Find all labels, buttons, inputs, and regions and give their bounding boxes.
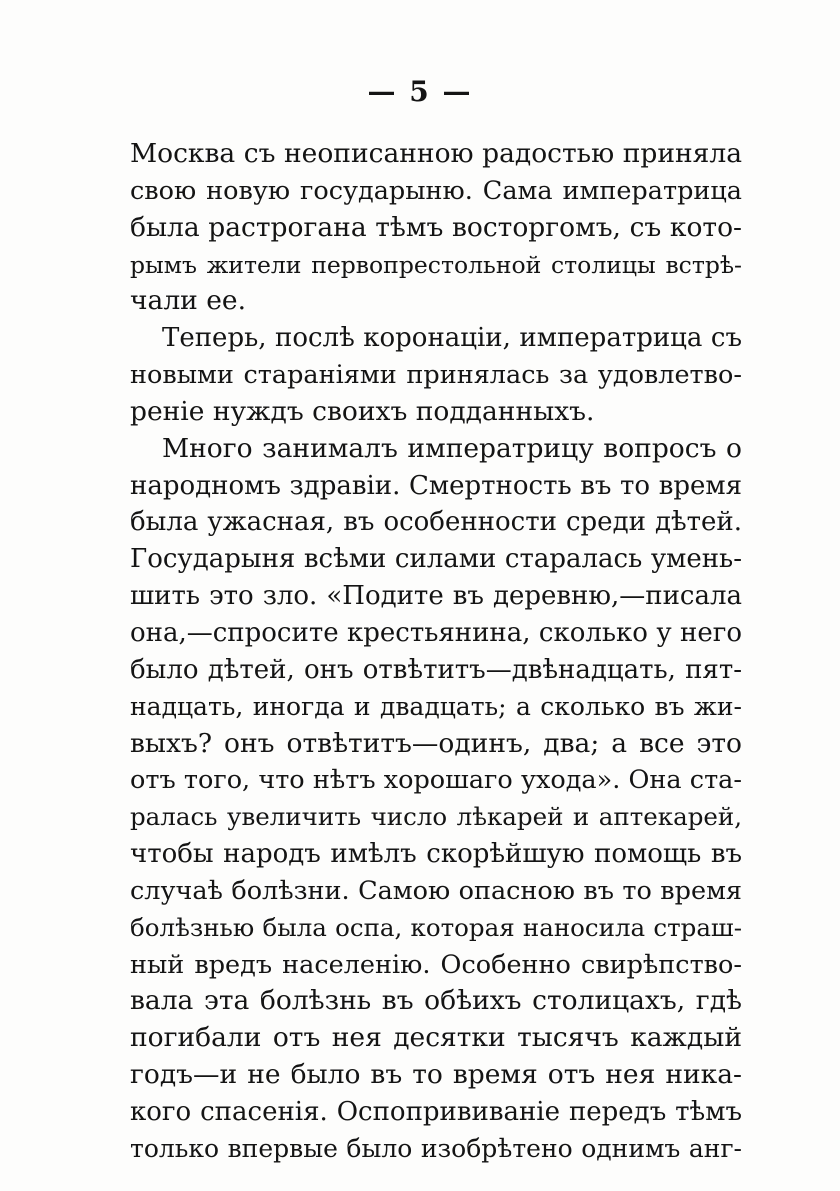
- text-line: реніе нуждъ своихъ подданныхъ.: [130, 395, 595, 427]
- text-line: чали ее.: [130, 285, 247, 317]
- text-body: [130, 136, 742, 1168]
- text-line: Москва съ неописанною радостью приняла: [130, 138, 742, 169]
- text-line: только впервые было изобрѣтено однимъ анг-: [130, 1133, 742, 1163]
- text-line: была ужасная, въ особенности среди дѣтей.: [130, 507, 742, 538]
- text-line: болѣзнью была оспа, которая наносила страш-: [130, 912, 742, 942]
- page-number: — 5 —: [367, 75, 473, 108]
- text-line: годъ—и не было въ то время отъ нея ника-: [130, 1059, 742, 1091]
- text-line: шить это зло. «Подите въ деревню,—писала: [130, 581, 742, 612]
- text-line: она,—спросите крестьянина, сколько у него: [130, 617, 742, 648]
- text-line: кого спасенія. Оспопрививаніе передъ тѣмъ: [130, 1096, 742, 1127]
- text-line: погибали отъ нея десятки тысячъ каждый: [130, 1022, 742, 1054]
- text-line: свою новую государыню. Сама императрица: [130, 175, 742, 206]
- text-line: рымъ жители первопрестольной столицы встрѣ-: [130, 250, 742, 279]
- text-line: ный вредъ населенію. Особенно свирѣпство-: [130, 949, 742, 980]
- text-line: вала эта болѣзнь въ обѣихъ столицахъ, гдѣ: [130, 985, 742, 1017]
- text-line: было дѣтей, онъ отвѣтитъ—двѣнадцать, пят-: [130, 654, 742, 685]
- text-line: случаѣ болѣзни. Самою опасною въ то время: [130, 875, 742, 906]
- text-line: Теперь, послѣ коронаціи, императрица съ: [162, 323, 742, 354]
- text-line: отъ того, что нѣтъ хорошаго ухода». Она ста-: [130, 765, 742, 796]
- text-line: выхъ? онъ отвѣтитъ—одинъ, два; а все это: [130, 727, 742, 759]
- text-line: была растрогана тѣмъ восторгомъ, съ кото-: [130, 211, 742, 243]
- text-line: новыми стараніями принялась за удовлетво-: [130, 360, 742, 391]
- text-line: народномъ здравіи. Смертность въ то время: [130, 470, 742, 501]
- text-line: чтобы народъ имѣлъ скорѣйшую помощь въ: [130, 839, 742, 870]
- text-line: Много занималъ императрицу вопросъ о: [162, 432, 742, 464]
- text-line: Государыня всѣми силами старалась умень-: [130, 544, 742, 575]
- text-line: надцать, иногда и двадцать; а сколько въ жи-: [130, 691, 742, 721]
- text-line: ралась увеличить число лѣкарей и аптекарей,: [130, 802, 742, 832]
